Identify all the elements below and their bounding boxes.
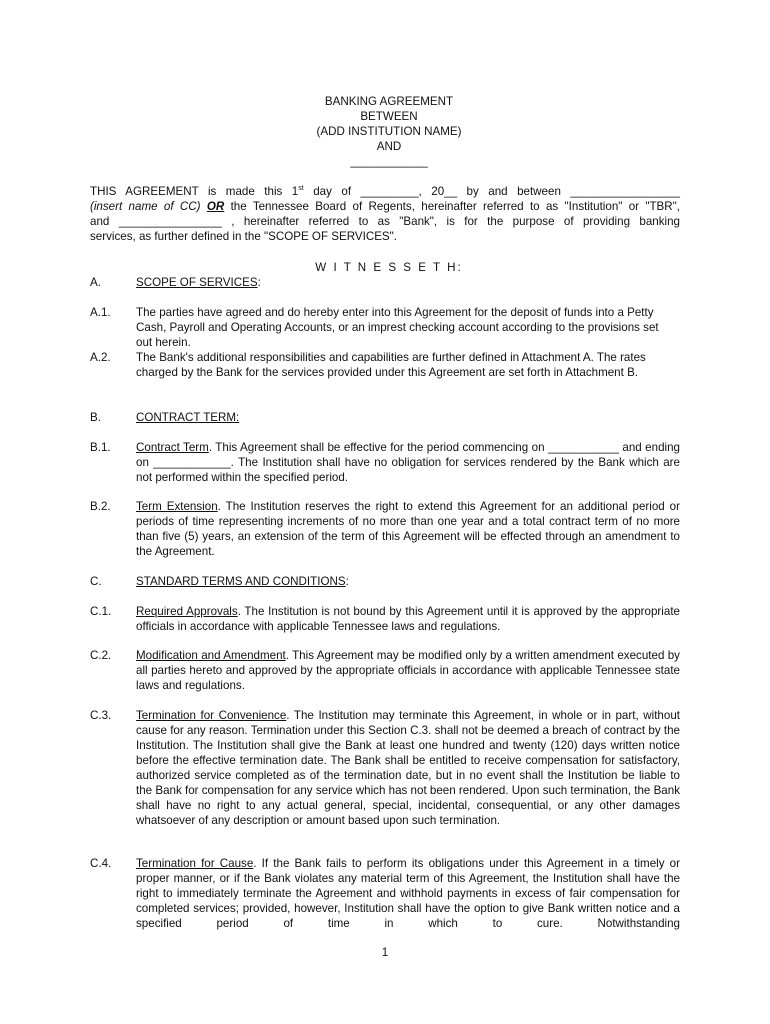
section-c2-paragraph	[136, 648, 680, 693]
section-c3-label: C.3.	[90, 709, 112, 722]
section-c2-label: C.2.	[90, 649, 112, 662]
section-b2-paragraph	[136, 499, 680, 559]
page-number: 1	[381, 946, 389, 959]
section-c3-text: . The Institution may terminate this Agreement, in whole or in part, without cause for any reason. Termination under this Section C.3. shall not be deemed a breach of contract by the Institution. The Institution shall give the Bank at least one hundred and twenty (120) days written notice before the effective termination date. The Bank shall be entitled to receive compensation for satisfactory, authorized service completed as of the termination date, but in no event shall the Institution be liable to the Bank for compensation for any service which has not been rendered. Upon such termination, the Bank shall have no right to any actual general, special, incidental, consequential, or any other damages whatsoever of any description or amount based upon such termination.	[136, 709, 680, 827]
section-b1-head: Contract Term	[136, 441, 209, 454]
section-b1-paragraph	[136, 440, 680, 485]
preamble-or: OR	[206, 200, 225, 213]
section-b2-text: . The Institution reserves the right to extend this Agreement for an additional period or periods of time representing increments of no more than one year and a total contract term of no more than five (5) years, an extension of the term of this Agreement will be effected through an amendment to the Agreement.	[136, 500, 680, 558]
document-title	[0, 94, 770, 169]
preamble-text-3: the Tennessee Board of Regents, hereinafter referred to as "Institution" or "TBR",	[224, 200, 681, 213]
preamble-text-5: services, as further defined in the "SCOPE OF SERVICES".	[90, 230, 398, 243]
section-c3-head: Termination for Convenience	[136, 709, 287, 722]
section-c-colon: :	[345, 575, 349, 588]
section-c-heading	[136, 574, 680, 589]
section-c2-head: Modification and Amendment	[136, 649, 286, 662]
section-a-title: SCOPE OF SERVICES	[136, 276, 258, 289]
witnesseth-heading: W I T N E S S E T H:	[315, 261, 463, 274]
section-a1-text: The parties have agreed and do hereby enter into this Agreement for the deposit of funds into a Petty Cash, Payroll and Operating Accounts, or an imprest checking account according to the provisions set out herein.	[136, 306, 659, 349]
section-c1-text: . The Institution is not bound by this Agreement until it is approved by the appropriate officials in accordance with applicable Tennessee laws and regulations.	[136, 605, 680, 633]
section-c-label: C.	[90, 575, 102, 588]
section-b2-head: Term Extension	[136, 500, 218, 513]
section-c4-label: C.4.	[90, 857, 112, 870]
preamble-italic: (insert name of CC)	[90, 200, 207, 213]
title-line-4: AND	[376, 140, 402, 153]
section-c2-text: . This Agreement may be modified only by a written amendment executed by all parties hereto and approved by the appropriate officials in accordance with applicable Tennessee state laws and regulations.	[136, 649, 680, 692]
section-c3-paragraph	[136, 708, 680, 828]
section-c4-paragraph	[136, 856, 680, 931]
preamble-sup: st	[298, 185, 304, 193]
section-a1-label: A.1.	[90, 306, 111, 319]
preamble-text-1: THIS AGREEMENT is made this 1	[90, 185, 299, 198]
title-line-5: ____________	[350, 155, 428, 168]
section-c1-paragraph	[136, 604, 680, 634]
preamble-text-4: and ________________ , hereinafter referred to as "Bank", is for the purpose of providing banking	[90, 215, 680, 228]
section-b-label: B.	[90, 411, 101, 424]
preamble	[90, 184, 680, 244]
section-b-title: CONTRACT TERM:	[136, 411, 240, 424]
section-b1-text: . This Agreement shall be effective for the period commencing on ___________ and ending on ____________. The Institution shall have no obligation for services rendered by the Bank which are not performed within the specified period.	[136, 441, 680, 484]
section-a2-text: The Bank's additional responsibilities and capabilities are further defined in Attachment A. The rates charged by the Bank for the services provided under this Agreement are set forth in Attachment B.	[136, 351, 646, 379]
section-c4-text: . If the Bank fails to perform its obligations under this Agreement in a timely or proper manner, or if the Bank violates any material term of this Agreement, the Institution shall have the right to immediately terminate the Agreement and withhold payments in excess of fair compensation for completed services; provided, however, Institution shall have the option to give Bank written notice and a specified period of time in which to cure. Notwithstanding	[136, 857, 680, 930]
title-line-2: BETWEEN	[360, 110, 418, 123]
section-c1-label: C.1.	[90, 605, 112, 618]
preamble-text-2: day of _________, 20__ by and between _________________	[303, 185, 680, 198]
title-line-1: BANKING AGREEMENT	[324, 95, 454, 108]
section-b2-label: B.2.	[90, 500, 111, 513]
section-c4-head: Termination for Cause	[136, 857, 254, 870]
section-a-colon: :	[257, 276, 261, 289]
section-b1-label: B.1.	[90, 441, 111, 454]
section-c1-head: Required Approvals	[136, 605, 238, 618]
section-c-title: STANDARD TERMS AND CONDITIONS	[136, 575, 346, 588]
section-a-heading	[136, 275, 680, 290]
section-a2-label: A.2.	[90, 351, 111, 364]
title-line-3: (ADD INSTITUTION NAME)	[316, 125, 462, 138]
section-a-label: A.	[90, 276, 101, 289]
